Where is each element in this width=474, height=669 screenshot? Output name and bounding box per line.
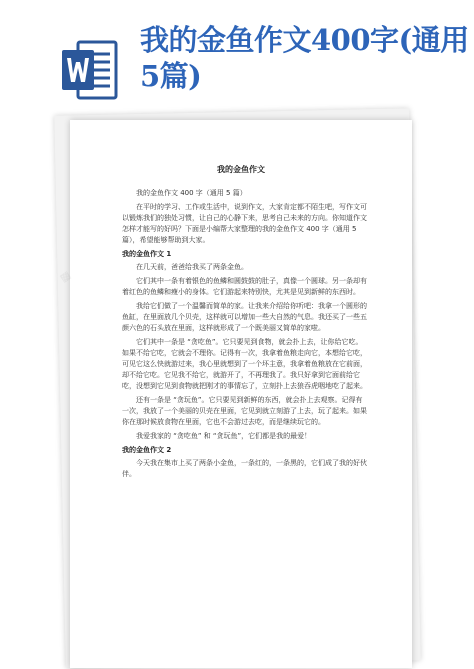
document-title: 我的金鱼作文 <box>217 165 265 174</box>
document-page <box>57 120 412 668</box>
document-body <box>122 188 368 483</box>
paragraph: 还有一条是 “贪玩鱼”。它只要见到新鲜的东西，就会扑上去观察。记得有一次，我放了一个美丽的贝壳在里面，它见到就立刻游了上去，玩了起来。如果你在那时候放食物在里面，它也不会游过去吃，而是继续玩它的。 <box>122 396 367 426</box>
section-heading: 我的金鱼作文 2 <box>122 446 172 454</box>
page-title: 我的金鱼作文400字(通用5篇) <box>140 23 469 93</box>
paragraph: 它们其中一条是 “贪吃鱼”。它只要见到食物，就会扑上去，让你给它吃。如果不给它吃，它就会不理你。记得有一次，我拿着鱼粮走向它，本想给它吃，可见它这么快就游过来，我心里就想到了一个坏主意，我拿着鱼粮放在它前面，却不给它吃。它见我不给它，就游开了，不再理我了。我只好拿到它面前给它吃，没想到它见到食物就把刚才的事情忘了，立刻扑上去狼吞虎咽地吃了起来。 <box>122 338 367 390</box>
paragraph: 我爱我家的 “贪吃鱼” 和 “贪玩鱼”，它们都是我的最爱！ <box>136 432 312 440</box>
paragraph: 我给它们做了一个温馨而简单的家。让我来介绍给你听吧：我拿一个圆形的鱼缸，在里面放几个贝壳，这样就可以增加一些大自然的气息。我还买了一些五颜六色的石头放在里面，这样就形成了一个既美丽又简单的家啦。 <box>122 302 367 332</box>
document-subtitle: 我的金鱼作文 400 字（通用 5 篇） <box>136 189 247 197</box>
word-document-icon <box>60 38 118 102</box>
paragraph: 在几天前，爸爸给我买了两条金鱼。 <box>136 263 248 271</box>
section-heading: 我的金鱼作文 1 <box>122 250 172 258</box>
header-banner <box>0 0 474 118</box>
intro-paragraph: 在平时的学习、工作或生活中，说到作文，大家肯定都不陌生吧，写作文可以锻炼我们的独处习惯，让自己的心静下来，思考自己未来的方向。你知道作文怎样才能写的好吗？下面是小编帮大家整理的我的金鱼作文 400 字（通用 5 篇），希望能够帮助到大家。 <box>122 203 367 244</box>
watermark: ▩ <box>57 268 74 285</box>
paragraph: 它们其中一条有着银色的鱼鳞和圆鼓鼓的肚子，真像一个圆球。另一条却有着红色的鱼鳞和瘦小的身体。它们游起来特别快，尤其是见到新鲜的东西时。 <box>122 277 367 296</box>
paragraph: 今天我在集市上买了两条小金鱼，一条红的，一条黑的，它们成了我的好伙伴。 <box>122 459 367 478</box>
